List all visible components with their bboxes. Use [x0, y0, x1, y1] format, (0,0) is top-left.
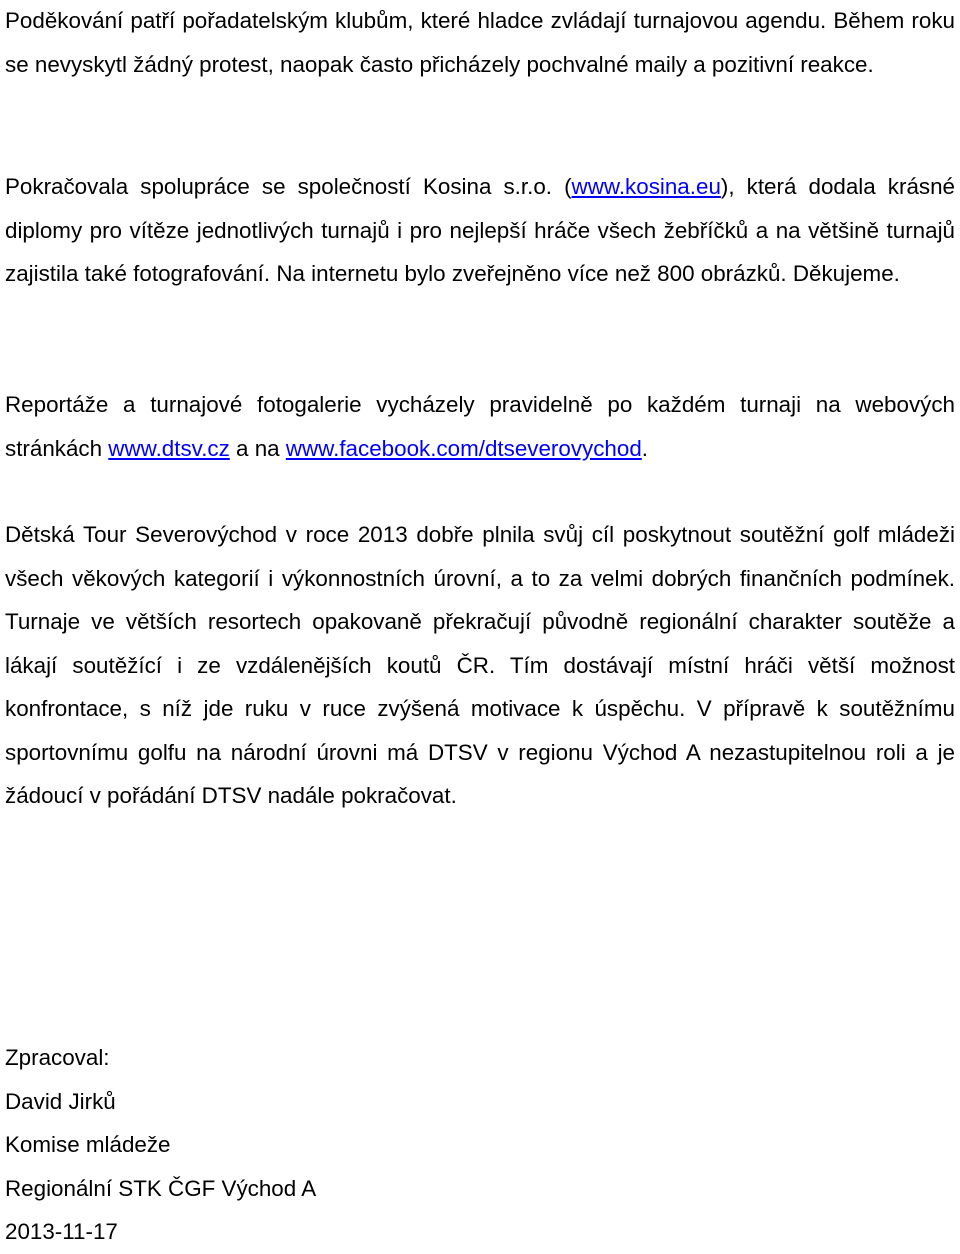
- paragraph-kosina-cooperation: [5, 165, 955, 296]
- signature-name: David Jirků: [5, 1088, 116, 1114]
- paragraph-thanks-organizers: [5, 0, 955, 86]
- paragraph-thanks-organizers-text: Poděkování patří pořadatelským klubům, které hladce zvládají turnajovou agendu. Během roku se nevyskytl žádný protest, naopak často přicházely pochvalné maily a pozitivní reakce.: [5, 8, 955, 77]
- paragraph-tour-summary: [5, 513, 955, 818]
- paragraph-reports-text-middle: a na: [229, 435, 286, 461]
- paragraph-tour-summary-text: Dětská Tour Severovýchod v roce 2013 dobře plnila svůj cíl poskytnout soutěžní golf mládeži všech věkových kategorií i výkonnostních úrovní, a to za velmi dobrých finančních podmínek. Turnaje ve větších resortech opakovaně překračují původně regionální charakter soutěže a lákají soutěžící i ze vzdálenějších koutů ČR. Tím dostávají místní hráči větší možnost konfrontace, s níž jde ruku v ruce zvýšená motivace k úspěchu. V přípravě k soutěžnímu sportovnímu golfu na národní úrovni má DTSV v regionu Východ A nezastupitelnou roli a je žádoucí v pořádání DTSV nadále pokračovat.: [5, 522, 955, 808]
- signature-organization: Regionální STK ČGF Východ A: [5, 1175, 317, 1201]
- signature-date: 2013-11-17: [5, 1219, 118, 1244]
- signature-block: [5, 1036, 955, 1254]
- paragraph-kosina-text-before: Pokračovala spolupráce se společností Kosina s.r.o. (: [5, 174, 572, 199]
- signature-label: Zpracoval:: [5, 1045, 110, 1070]
- paragraph-reports-text-before: Reportáže a turnajové fotogalerie vycházely pravidelně po každém turnaji na webových stránkách: [5, 392, 955, 461]
- dtsv-link[interactable]: www.dtsv.cz: [108, 435, 230, 461]
- paragraph-reports: [5, 383, 955, 470]
- facebook-link[interactable]: www.facebook.com/dtseverovychod: [285, 435, 642, 461]
- signature-committee: Komise mládeže: [5, 1132, 171, 1157]
- kosina-link[interactable]: www.kosina.eu: [571, 174, 721, 199]
- paragraph-reports-text-after: .: [641, 435, 649, 461]
- paragraph-kosina-text-after: ), která dodala krásné diplomy pro vítěze jednotlivých turnajů i pro nejlepší hráče všech žebříčků a na většině turnajů zajistila také fotografování. Na internetu bylo zveřejněno více než 800 obrázků. Děkujeme.: [5, 174, 955, 286]
